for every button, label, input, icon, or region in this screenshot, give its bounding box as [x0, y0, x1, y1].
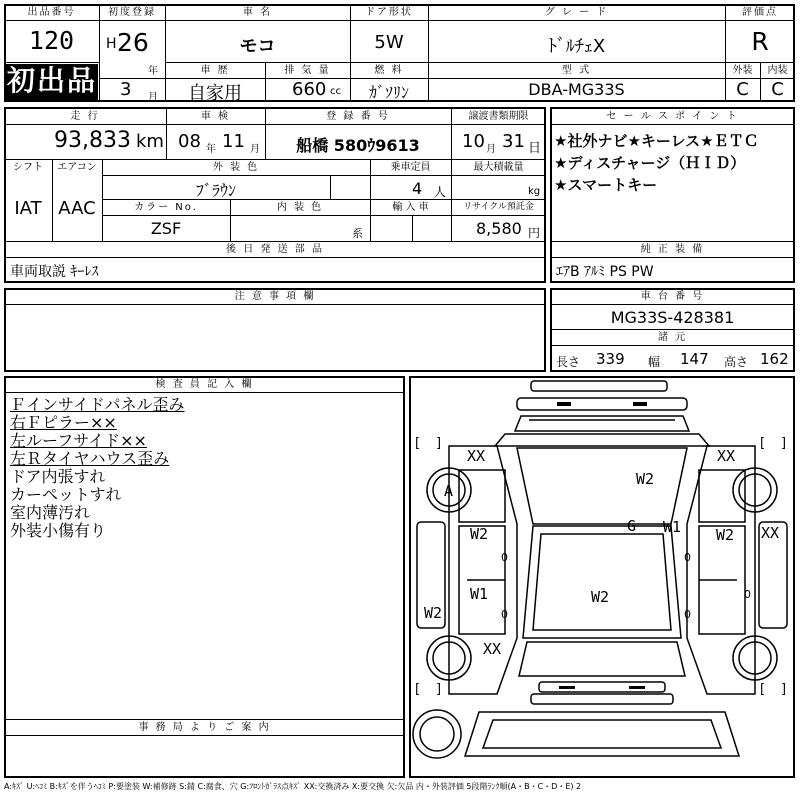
chassis-label: 車 台 番 号 [640, 291, 705, 302]
registration-label: 登 録 番 号 [326, 111, 390, 122]
aircon-value: AAC [58, 198, 96, 219]
bracket-fr-close: ] [781, 436, 787, 451]
damage-mark-xx: XX [761, 524, 780, 542]
bracket-fl-close: ] [436, 436, 442, 451]
exterior-label: 外装 [732, 65, 753, 76]
import-label: 輸 入 車 [392, 202, 429, 213]
transfer-label: 譲渡書類期限 [468, 111, 529, 122]
capacity-label: 乗車定員 [390, 162, 431, 173]
first-reg-era: H [106, 36, 117, 52]
lot-label: 出品番号 [27, 7, 76, 18]
bracket-rl-open: [ [415, 682, 421, 697]
score-value: R [751, 27, 769, 56]
inspection-label: 車 検 [200, 111, 231, 122]
color-no-value: ZSF [150, 219, 182, 238]
bracket-rr-open: [ [760, 682, 766, 697]
capacity-value: 4 [412, 179, 423, 198]
max-load-unit: kg [528, 186, 541, 197]
genuine-value: ｴｱB ｱﾙﾐ PS PW [556, 264, 654, 280]
damage-mark-w2: W2 [716, 526, 735, 544]
inspector-line-8: 外装小傷有り [10, 521, 107, 540]
interior-value: C [771, 79, 784, 100]
grade-value: ﾄﾞﾙﾁｪX [547, 36, 606, 57]
grade-label: グ レ ー ド [544, 7, 609, 18]
registration-value: 船橋 580ｳ9613 [296, 136, 420, 155]
height-label: 高さ [724, 355, 749, 369]
damage-mark-xx: XX [717, 447, 736, 465]
damage-mark-w1: W1 [663, 518, 682, 536]
inspection-month: 11 [222, 131, 245, 152]
score-label: 評価点 [742, 7, 778, 18]
bracket-rl-close: ] [436, 682, 442, 697]
inspector-line-2: 右Ｆピラー×× [10, 413, 117, 432]
door-label: ドア形状 [365, 7, 413, 18]
dims-label: 諸 元 [657, 332, 688, 343]
sales-point-1: ★社外ナビ★キーレス★ＥＴＣ [554, 132, 759, 150]
car-name: モコ [239, 36, 276, 57]
legend: A:ｷｽﾞ U:ﾍｺﾐ B:ｷｽﾞを伴うﾍｺﾐ P:要塗装 W:補修跡 S:錆 C:腐食、穴 G:ﾌﾛﾝﾄｶﾞﾗｽ点ｷｽﾞ XX:交換済み X:要交換 欠:欠品 内・外装評価 5段階ﾗﾝｸ順(A・B・C・D・E) 2 [4, 782, 582, 791]
model-label: 型 式 [561, 65, 592, 76]
displacement-unit: cc [330, 86, 341, 97]
door-value: 5W [374, 32, 404, 53]
damage-mark-g: G [627, 517, 637, 535]
inspector-line-6: カーペットすれ [10, 485, 122, 504]
int-color-label: 内 装 色 [276, 202, 324, 213]
inspection-month-unit: 月 [250, 144, 260, 155]
ext-color-label: 外 装 色 [212, 162, 260, 173]
inspector-line-7: 室内薄汚れ [10, 503, 91, 522]
damage-mark-a: A [444, 482, 454, 500]
first-reg-month-unit: 月 [148, 92, 158, 103]
transfer-month: 10 [462, 131, 485, 152]
mileage-label: 走 行 [70, 111, 100, 122]
parts-later-value: 車両取説 ｷｰﾚｽ [10, 264, 99, 280]
transfer-month-unit: 月 [486, 144, 496, 155]
office-label: 事 務 局 よ り ご 案 内 [138, 722, 271, 733]
height-value: 162 [760, 350, 789, 368]
damage-mark-xx: XX [467, 447, 486, 465]
shift-value: IAT [14, 198, 42, 219]
color-no-label: カラー No. [134, 202, 198, 213]
lot-number: 120 [28, 26, 75, 55]
sales-point-3: ★スマートキー [554, 176, 658, 194]
interior-label: 内装 [767, 65, 788, 76]
recycle-value: 8,580 [476, 219, 522, 238]
parts-later-label: 後 日 発 送 部 品 [226, 244, 324, 255]
first-listing-badge: 初出品 [6, 64, 98, 100]
zero-mark: 0 [501, 608, 508, 621]
inspection-year: 08 [178, 131, 201, 152]
displacement-label: 排 気 量 [284, 65, 331, 76]
inspector-line-3: 左ルーフサイド×× [10, 431, 147, 450]
inspector-line-4: 左Ｒタイヤハウス歪み [10, 449, 170, 468]
damage-mark-w2: W2 [636, 470, 655, 488]
damage-mark-w1: W1 [470, 585, 489, 603]
recycle-unit: 円 [528, 226, 541, 240]
bracket-rr-close: ] [781, 682, 787, 697]
zero-mark: 0 [684, 608, 691, 621]
int-color-unit: 系 [352, 227, 363, 240]
damage-mark-xx: XX [483, 640, 502, 658]
max-load-label: 最大積載量 [473, 162, 524, 173]
fuel-value: ｶﾞｿﾘﾝ [368, 83, 409, 102]
car-diagram [409, 376, 795, 778]
mileage-value: 93,833 [54, 128, 131, 153]
mileage-unit: km [136, 131, 164, 152]
inspector-line-5: ドア内張すれ [10, 467, 106, 486]
capacity-unit: 人 [434, 185, 447, 199]
history-label: 車 歴 [200, 65, 230, 76]
history-value: 自家用 [188, 83, 242, 104]
zero-mark: 0 [684, 551, 691, 564]
transfer-day-unit: 日 [528, 141, 542, 156]
displacement-value: 660 [292, 79, 327, 100]
first-reg-year-unit: 年 [148, 66, 158, 77]
transfer-day: 31 [502, 131, 525, 152]
inspector-label: 検 査 員 記 入 欄 [155, 379, 254, 390]
chassis-value: MG33S-428381 [610, 308, 735, 327]
exterior-value: C [736, 79, 749, 100]
recycle-label: リサイクル預託金 [463, 202, 534, 212]
inspection-year-unit: 年 [206, 144, 216, 155]
length-label: 長さ [556, 355, 581, 369]
first-reg-month: 3 [120, 79, 132, 100]
width-label: 幅 [648, 355, 661, 369]
bracket-fl-open: [ [415, 436, 421, 451]
fuel-label: 燃 料 [374, 65, 404, 76]
damage-mark-w2: W2 [424, 604, 443, 622]
damage-mark-w2: W2 [470, 525, 489, 543]
ext-color-value: ﾌﾞﾗｳﾝ [195, 181, 236, 200]
notes-label: 注 意 事 項 欄 [234, 291, 316, 302]
sales-point-2: ★ディスチャージ（ＨＩＤ） [554, 154, 746, 172]
first-reg-label: 初度登録 [108, 7, 156, 18]
car-name-label: 車 名 [242, 7, 273, 18]
bracket-fr-open: [ [760, 436, 766, 451]
shift-label: シフト [13, 162, 43, 173]
first-reg-year: 26 [117, 28, 149, 57]
genuine-label: 純 正 装 備 [640, 244, 705, 255]
length-value: 339 [596, 350, 625, 368]
width-value: 147 [680, 350, 709, 368]
zero-mark: 0 [744, 588, 751, 601]
model-value: DBA-MG33S [528, 80, 625, 99]
zero-mark: 0 [501, 551, 508, 564]
sales-points-label: セ ー ル ス ポ イ ン ト [606, 111, 739, 122]
aircon-label: エアコン [57, 162, 97, 173]
inspector-line-1: Ｆインサイドパネル歪み [10, 395, 185, 414]
damage-mark-w2: W2 [591, 588, 610, 606]
